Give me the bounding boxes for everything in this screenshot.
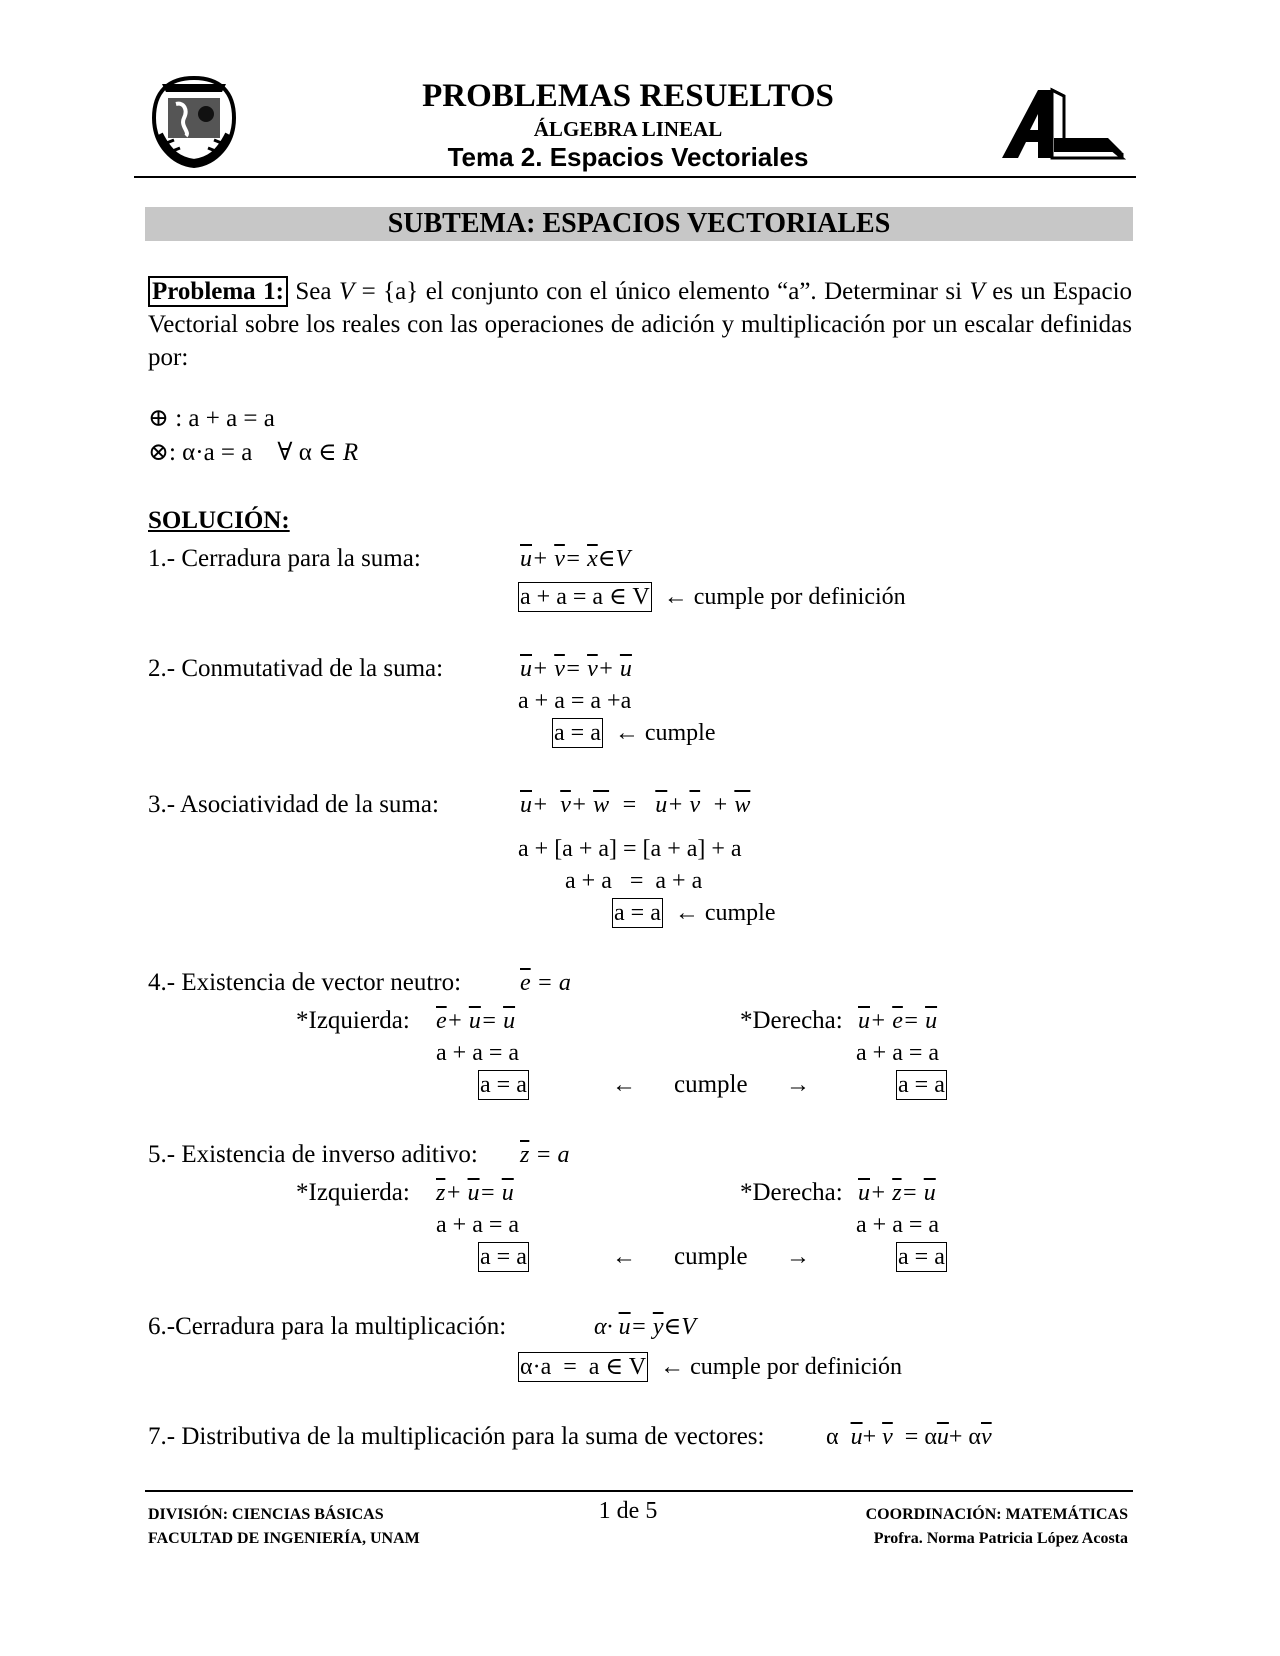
step4-left-result [478,1070,529,1100]
vec-u: $\overline{u}$ [850,1424,863,1450]
step4-note: cumple [674,1071,748,1098]
problem-set-v: V [338,278,355,305]
vec-u: $\overline{u}$ [619,656,632,682]
step5-arrow-left: ← [612,1244,636,1270]
step5-right-label: *Derecha: [740,1179,843,1206]
op-eq: = [630,1314,647,1340]
step2-eq [520,654,632,684]
step5-eq [520,1140,570,1170]
step6-label: 6.-Cerradura para la multiplicación: [148,1313,507,1340]
step3-line2: a + [a + a] = [a + a] + a [518,836,742,862]
footer-coordination: COORDINACIÓN: MATEMÁTICAS [865,1506,1128,1523]
op-eq: = [902,1008,920,1034]
step4-right-result [896,1070,947,1100]
problem-statement [148,275,1132,374]
step3-eq [520,790,750,820]
step2-line2: a + a = a +a [518,688,632,714]
vec-u: $\overline{u}$ [467,1180,480,1206]
step3-label: 3.- Asociatividad de la suma: [148,791,439,818]
vec-u: $\overline{u}$ [468,1008,481,1034]
op-eq: = [901,1180,918,1206]
document-title: PROBLEMAS RESUELTOS [422,78,834,114]
vec-u: $\overline{u}$ [923,1180,936,1206]
op-eq: = [564,656,582,682]
step2-result [552,718,715,748]
eq-alpha: = α [904,1424,937,1450]
step4-left-boxed: a = a [480,1072,527,1098]
vec-u: $\overline{u}$ [858,1008,870,1034]
step2-boxed: a = a [554,720,601,746]
op-eq: = [621,792,638,818]
vec-z: $\overline{z}$ [520,1142,530,1168]
vec-v: $\overline{v}$ [587,656,598,682]
forall-alpha: ∀ α ∈ [277,439,337,466]
vec-v: $\overline{v}$ [882,1424,893,1450]
step5-label: 5.- Existencia de inverso aditivo: [148,1141,478,1168]
op-plus: + [870,1180,887,1206]
vec-u: $\overline{u}$ [925,1008,938,1034]
op-plus: + [667,792,684,818]
page-number: 1 de 5 [598,1498,658,1524]
vec-y: $\overline{y}$ [652,1314,664,1340]
op-plus: + [532,656,549,682]
problem-label: Problema 1: [148,276,288,307]
vec-v: $\overline{v}$ [560,792,571,818]
step4-right-boxed: a = a [898,1072,945,1098]
step5-left-result [478,1242,529,1272]
vec-z: $\overline{z}$ [892,1180,902,1206]
op-plus: + [532,792,549,818]
vec-w: $\overline{w}$ [593,792,610,818]
vec-e: $\overline{e}$ [892,1008,903,1034]
step6-boxed: α·a = a ∈ V [520,1354,647,1380]
vec-u: $\overline{u}$ [655,792,668,818]
problem-set-v-2: V [969,278,985,305]
vec-e: $\overline{e}$ [520,970,531,996]
problem-text-1: Sea [295,278,332,305]
op-plus: + [597,656,614,682]
op-add: ⊕ : a + a = a [148,405,275,432]
op-mul: ⊗: α·a = a [148,439,253,466]
step1-note: ← cumple por definición [663,584,906,610]
step5-left-eq [436,1178,514,1208]
step4-left-eq [436,1006,515,1036]
step6-result [518,1352,902,1382]
eq-a: = a [535,1142,570,1168]
vec-e: $\overline{e}$ [436,1008,447,1034]
op-plus: + [445,1180,462,1206]
op-plus: + [446,1008,463,1034]
step5-right-result [896,1242,947,1272]
op-plus: + [570,792,588,818]
solution-heading: SOLUCIÓN: [148,507,290,534]
in-v: ∈V [663,1314,696,1340]
step3-result [612,898,775,928]
subtopic-banner: SUBTEMA: ESPACIOS VECTORIALES [145,207,1133,241]
step1-label: 1.- Cerradura para la suma: [148,545,421,572]
step1-eq [520,544,630,574]
step4-right-line2: a + a = a [856,1040,940,1066]
op-eq: = [480,1008,498,1034]
al-logo [998,86,1130,162]
vec-x: $\overline{x}$ [587,546,598,572]
vec-v: $\overline{v}$ [554,656,565,682]
op-plus: + [862,1424,877,1450]
step4-arrow-left: ← [612,1072,636,1098]
step4-right-label: *Derecha: [740,1007,843,1034]
step3-boxed: a = a [614,900,661,926]
in-v: ∈V [597,546,631,572]
step1-result [518,582,906,612]
vec-u: $\overline{u}$ [520,656,532,682]
vec-z: $\overline{z}$ [436,1180,446,1206]
footer-division: DIVISIÓN: CIENCIAS BÁSICAS [148,1506,384,1523]
op-plus: + [870,1008,887,1034]
step7-eq [826,1422,992,1452]
vec-u: $\overline{u}$ [503,1008,516,1034]
step1-boxed: a + a = a ∈ V [520,584,650,610]
problem-text-3: es un Espacio Vectorial sobre los reales con las operaciones de adición y multiplicación por un escalar definidas por: [148,278,1133,371]
step5-note: cumple [674,1243,748,1270]
step4-left-line2: a + a = a [436,1040,520,1066]
document-subtitle: ÁLGEBRA LINEAL [533,117,723,141]
step3-line3: a + a = a + a [565,868,703,894]
step5-right-line2: a + a = a [856,1212,940,1238]
header-rule [134,176,1136,178]
vec-u: $\overline{u}$ [936,1424,949,1450]
step3-note: ← cumple [674,900,776,926]
step5-right-eq [858,1178,936,1208]
problem-text-2: = {a} el conjunto con el único elemento “a”. Determinar si [361,278,963,305]
plus-alpha: + α [948,1424,981,1450]
step5-right-boxed: a = a [898,1244,945,1270]
step6-note: ← cumple por definición [660,1354,903,1380]
reals-r: R [342,439,359,466]
step4-eq [520,968,571,998]
op-plus: + [712,792,729,818]
step4-left-label: *Izquierda: [296,1007,410,1034]
alpha: α [826,1424,839,1450]
op-mul-line [148,438,358,468]
vec-u: $\overline{u}$ [858,1180,870,1206]
op-eq: = [564,546,582,572]
vec-v: $\overline{v}$ [981,1424,992,1450]
step5-left-boxed: a = a [480,1244,527,1270]
step5-left-line2: a + a = a [436,1212,520,1238]
footer-rule [145,1490,1133,1492]
vec-v: $\overline{v}$ [689,792,701,818]
footer-professor: Profra. Norma Patricia López Acosta [873,1530,1128,1547]
vec-w: $\overline{w}$ [734,792,751,818]
step6-eq [594,1312,696,1342]
footer-faculty: FACULTAD DE INGENIERÍA, UNAM [148,1530,420,1547]
alpha-dot: α· [594,1314,613,1340]
op-eq: = [479,1180,496,1206]
step5-left-label: *Izquierda: [296,1179,410,1206]
eq-a: = a [536,970,571,996]
vec-v: $\overline{v}$ [554,546,565,572]
step5-arrow-right: → [786,1244,810,1270]
vec-u: $\overline{u}$ [501,1180,514,1206]
vec-u: $\overline{u}$ [618,1314,631,1340]
step4-right-eq [858,1006,937,1036]
step7-label: 7.- Distributiva de la multiplicación para la suma de vectores: [148,1423,765,1450]
step4-label: 4.- Existencia de vector neutro: [148,969,462,996]
vec-u: $\overline{u}$ [520,546,532,572]
step2-note: ← cumple [614,720,716,746]
step2-label: 2.- Conmutativad de la suma: [148,655,444,682]
vec-u: $\overline{u}$ [520,792,532,818]
document-topic: Tema 2. Espacios Vectoriales [447,142,809,172]
step4-arrow-right: → [786,1072,810,1098]
op-plus: + [532,546,549,572]
